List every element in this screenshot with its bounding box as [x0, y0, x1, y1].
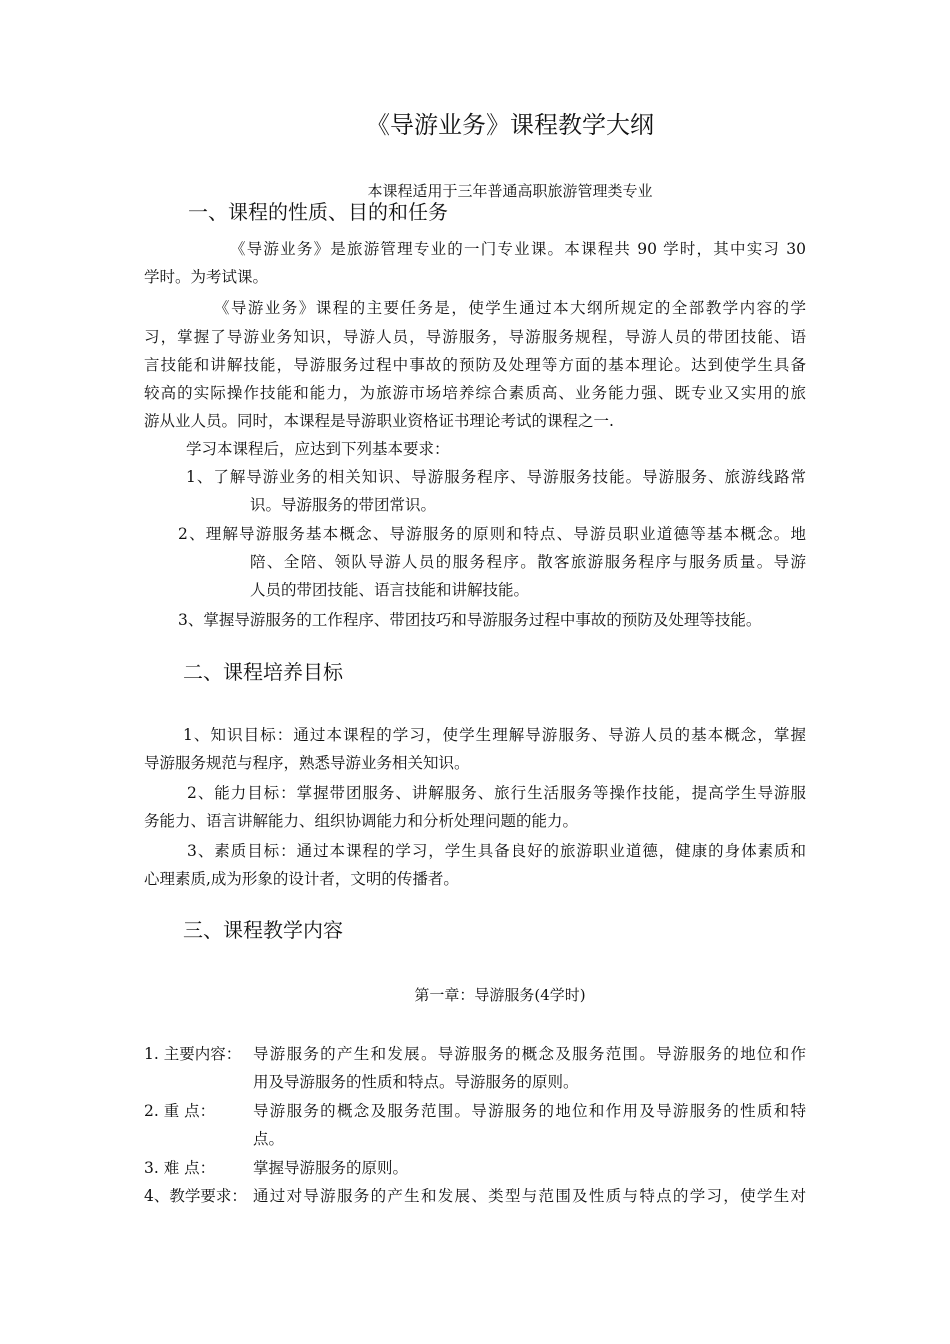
- paragraph-line: 习，掌握了导游业务知识，导游人员，导游服务，导游服务规程，导游人员的带团技能、语: [144, 328, 806, 346]
- content-item-text: 点。: [253, 1130, 285, 1148]
- paragraph-line: 学时。为考试课。: [144, 268, 269, 286]
- goal-item: 2、能力目标：掌握带团服务、讲解服务、旅行生活服务等操作技能，提高学生导游服: [187, 784, 806, 802]
- content-item-label: 1. 主要内容：: [144, 1045, 242, 1063]
- document-title: 《导游业务》课程教学大纲: [366, 111, 654, 139]
- goal-item: 1、知识目标：通过本课程的学习，使学生理解导游服务、导游人员的基本概念，掌握: [183, 726, 806, 744]
- content-item-text: 导游服务的概念及服务范围。导游服务的地位和作用及导游服务的性质和特: [253, 1102, 806, 1120]
- requirement-item: 陪、全陪、领队导游人员的服务程序。散客旅游服务程序与服务质量。导游: [250, 553, 806, 571]
- goal-item: 3、素质目标：通过本课程的学习，学生具备良好的旅游职业道德，健康的身体素质和: [187, 842, 806, 860]
- paragraph-line: 《导游业务》是旅游管理专业的一门专业课。本课程共 90 学时，其中实习 30: [230, 240, 806, 258]
- goal-item: 务能力、语言讲解能力、组织协调能力和分析处理问题的能力。: [144, 812, 579, 830]
- paragraph-line: 《导游业务》课程的主要任务是，使学生通过本大纲所规定的全部教学内容的学: [214, 299, 806, 317]
- document-subtitle: 本课程适用于三年普通高职旅游管理类专业: [367, 182, 653, 200]
- requirements-intro: 学习本课程后，应达到下列基本要求：: [186, 440, 450, 458]
- section-1-heading: 一、课程的性质、目的和任务: [188, 200, 448, 224]
- section-2-heading: 二、课程培养目标: [183, 660, 343, 684]
- section-3-heading: 三、课程教学内容: [183, 918, 343, 942]
- goal-item: 导游服务规范与程序，熟悉导游业务相关知识。: [144, 754, 470, 772]
- content-item-label: 4、教学要求：: [144, 1187, 247, 1205]
- requirement-item: 识。导游服务的带团常识。: [250, 496, 437, 514]
- content-item-label: 2. 重 点：: [144, 1102, 216, 1120]
- requirement-item: 3、掌握导游服务的工作程序、带团技巧和导游服务过程中事故的预防及处理等技能。: [178, 611, 762, 629]
- content-item-text: 掌握导游服务的原则。: [253, 1159, 409, 1177]
- paragraph-line: 言技能和讲解技能，导游服务过程中事故的预防及处理等方面的基本理论。达到使学生具备: [144, 356, 806, 374]
- content-item-text: 通过对导游服务的产生和发展、类型与范围及性质与特点的学习，使学生对: [253, 1187, 806, 1205]
- requirement-item: 人员的带团技能、语言技能和讲解技能。: [250, 581, 530, 599]
- chapter-title: 第一章：导游服务(4学时): [414, 986, 586, 1004]
- goal-item: 心理素质,成为形象的设计者，文明的传播者。: [144, 870, 459, 888]
- requirement-item: 2、理解导游服务基本概念、导游服务的原则和特点、导游员职业道德等基本概念。地: [178, 525, 806, 543]
- content-item-text: 用及导游服务的性质和特点。导游服务的原则。: [253, 1073, 579, 1091]
- requirement-item: 1、了解导游业务的相关知识、导游服务程序、导游服务技能。导游服务、旅游线路常: [186, 468, 806, 486]
- content-item-label: 3. 难 点：: [144, 1159, 216, 1177]
- paragraph-line: 游从业人员。同时，本课程是导游职业资格证书理论考试的课程之一.: [144, 412, 614, 430]
- content-item-text: 导游服务的产生和发展。导游服务的概念及服务范围。导游服务的地位和作: [253, 1045, 806, 1063]
- paragraph-line: 较高的实际操作技能和能力，为旅游市场培养综合素质高、业务能力强、既专业又实用的旅: [144, 384, 806, 402]
